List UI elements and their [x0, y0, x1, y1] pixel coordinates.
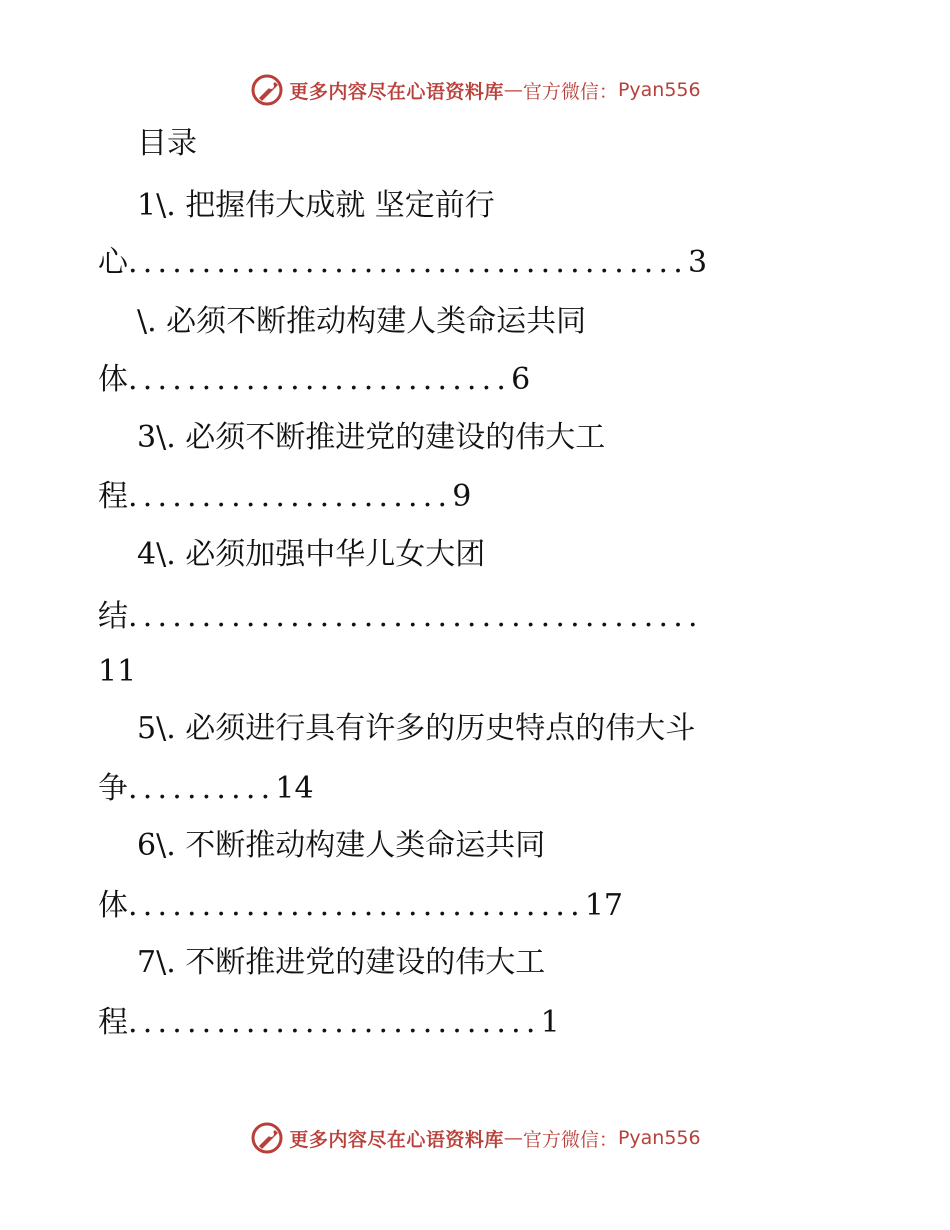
watermark-dash: —	[503, 1127, 523, 1149]
toc-entry-4-title: 4\. 必须加强中华儿女大团	[137, 537, 486, 572]
toc-entry-4-tail: 结	[98, 599, 128, 634]
toc-entry-2-dots: ..........................	[128, 362, 512, 397]
toc-entry-2-tail: 体	[98, 362, 128, 397]
toc-entry-3-dots: ......................	[128, 479, 453, 514]
toc-entry-1-tail: 心	[98, 245, 128, 280]
watermark-dash: —	[503, 79, 523, 101]
pen-logo-icon	[249, 72, 285, 108]
toc-entry-6-title: 6\. 不断推动构建人类命运共同	[137, 828, 546, 863]
toc-entry-6-page: 17	[584, 888, 624, 923]
toc-entry-5-tail: 争	[98, 771, 128, 806]
toc-entry-6-dots: ...............................	[128, 888, 585, 923]
toc-entry-1-title: 1\. 把握伟大成就 坚定前行	[137, 188, 495, 223]
toc-entry-2-page: 6	[511, 362, 531, 397]
toc-entry-2-leader	[98, 360, 530, 400]
toc-entry-5-dots: ..........	[128, 771, 276, 806]
toc-entry-3-page: 9	[452, 479, 472, 514]
footer-watermark	[0, 1118, 950, 1158]
toc-entry-7-dots: ............................	[128, 1005, 541, 1040]
toc-entry-5-leader	[98, 769, 314, 809]
toc-entry-3-tail: 程	[98, 479, 128, 514]
toc-entry-1-dots: ......................................	[128, 245, 688, 280]
toc-entry-6-tail: 体	[98, 888, 128, 923]
pen-logo-icon	[249, 1120, 285, 1156]
toc-entry-4-page: 11	[98, 654, 137, 689]
toc-entry-6-leader	[98, 886, 623, 926]
toc-entry-5-page: 14	[275, 771, 314, 806]
watermark-official: 官方微信：	[522, 1128, 618, 1151]
toc-heading: 目录	[137, 126, 197, 161]
toc-entry-4-dots: .......................................	[128, 599, 703, 634]
watermark-lead: 更多内容尽在心语资料库	[289, 80, 504, 103]
toc-entry-7-leader	[98, 1003, 560, 1043]
watermark-lead: 更多内容尽在心语资料库	[289, 1128, 504, 1151]
watermark-official: 官方微信：	[522, 80, 618, 103]
header-watermark	[0, 70, 950, 110]
toc-entry-1-leader	[98, 243, 707, 283]
toc-entry-7-tail: 程	[98, 1005, 128, 1040]
watermark-id: Pyan556	[617, 1127, 701, 1149]
toc-entry-7-title: 7\. 不断推进党的建设的伟大工	[137, 945, 546, 980]
toc-entry-1-page: 3	[687, 245, 708, 280]
toc-entry-3-leader	[98, 477, 471, 517]
watermark-id: Pyan556	[617, 79, 701, 101]
toc-entry-3-title: 3\. 必须不断推进党的建设的伟大工	[137, 420, 606, 455]
toc-entry-5-title: 5\. 必须进行具有许多的历史特点的伟大斗	[137, 711, 696, 746]
toc-entry-7-page: 1	[540, 1005, 560, 1040]
toc-entry-4-leader	[98, 597, 703, 637]
toc-entry-2-title: \. 必须不断推动构建人类命运共同	[137, 304, 587, 339]
